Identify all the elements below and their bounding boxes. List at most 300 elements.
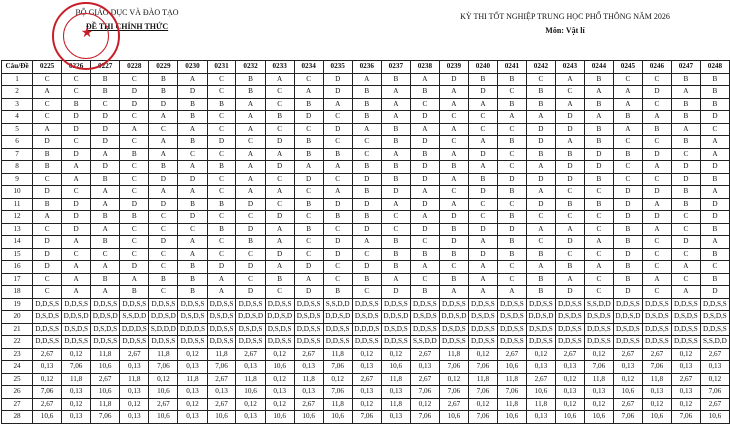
- exam-code-header: 0231: [207, 61, 236, 74]
- answer-cell: C: [294, 186, 323, 199]
- question-number: 9: [2, 173, 33, 186]
- table-row: [2, 273, 730, 286]
- exam-code-header: 0245: [613, 61, 642, 74]
- answer-cell: D,S,D,S: [62, 323, 91, 336]
- answer-cell: B: [149, 161, 178, 174]
- answer-cell: 0,13: [642, 386, 671, 399]
- question-number: 19: [2, 298, 33, 311]
- answer-cell: 11,8: [236, 373, 265, 386]
- answer-cell: 0,13: [178, 361, 207, 374]
- answer-cell: B: [178, 98, 207, 111]
- answer-cell: A: [700, 136, 729, 149]
- exam-code-header: 0227: [91, 61, 120, 74]
- answer-cell: D,S,D,S: [294, 311, 323, 324]
- answer-cell: D: [642, 86, 671, 99]
- answer-cell: A: [178, 248, 207, 261]
- answer-cell: 0,12: [265, 398, 294, 411]
- answer-cell: B: [410, 248, 439, 261]
- answer-cell: C: [323, 273, 352, 286]
- answer-cell: 2,67: [410, 348, 439, 361]
- answer-cell: 2,67: [555, 348, 584, 361]
- answer-cell: 11,8: [120, 373, 149, 386]
- answer-cell: 10,6: [497, 411, 526, 424]
- answer-cell: C: [207, 111, 236, 124]
- answer-cell: B: [178, 286, 207, 299]
- answer-cell: 0,13: [294, 386, 323, 399]
- answer-cell: C: [613, 173, 642, 186]
- answer-cell: A: [207, 286, 236, 299]
- answer-cell: B: [352, 98, 381, 111]
- answer-cell: D: [671, 173, 700, 186]
- answer-cell: C: [120, 248, 149, 261]
- question-number: 6: [2, 136, 33, 149]
- answer-cell: C: [381, 223, 410, 236]
- answer-cell: 0,13: [207, 386, 236, 399]
- answer-cell: C: [497, 123, 526, 136]
- answer-cell: A: [468, 98, 497, 111]
- answer-cell: C: [352, 148, 381, 161]
- answer-cell: B: [526, 248, 555, 261]
- answer-cell: D: [526, 173, 555, 186]
- answer-cell: B: [91, 86, 120, 99]
- answer-cell: D: [526, 198, 555, 211]
- answer-cell: C: [294, 248, 323, 261]
- answer-cell: C: [207, 173, 236, 186]
- answer-cell: D,D,S,S: [178, 336, 207, 349]
- answer-cell: C: [91, 98, 120, 111]
- answer-cell: D: [91, 111, 120, 124]
- answer-cell: B: [352, 186, 381, 199]
- answer-cell: B: [410, 148, 439, 161]
- answer-cell: A: [91, 223, 120, 236]
- answer-cell: A: [439, 123, 468, 136]
- answer-cell: D,D,S,S: [265, 298, 294, 311]
- answer-cell: B: [33, 148, 62, 161]
- answer-cell: A: [294, 161, 323, 174]
- answer-cell: C: [207, 86, 236, 99]
- answer-cell: 0,12: [700, 373, 729, 386]
- answer-cell: 11,8: [497, 398, 526, 411]
- answer-cell: A: [468, 136, 497, 149]
- answer-cell: D,D,S,S: [642, 298, 671, 311]
- answer-cell: 0,13: [62, 411, 91, 424]
- answer-cell: B: [671, 98, 700, 111]
- answer-cell: D,D,S,S: [613, 298, 642, 311]
- answer-cell: A: [555, 73, 584, 86]
- exam-type-label: ĐỀ THI CHÍNH THỨC: [85, 22, 169, 31]
- exam-code-header: 0226: [62, 61, 91, 74]
- table-row: [2, 98, 730, 111]
- answer-cell: C: [468, 123, 497, 136]
- answer-cell: D: [439, 211, 468, 224]
- answer-cell: B: [671, 73, 700, 86]
- table-row: [2, 336, 730, 349]
- answer-cell: D,D,S,S: [62, 298, 91, 311]
- answer-cell: D,S,D,S: [584, 311, 613, 324]
- answer-cell: D,D,S,S: [555, 336, 584, 349]
- answer-cell: B: [91, 273, 120, 286]
- answer-cell: D,D,S,S: [294, 323, 323, 336]
- answer-cell: D: [410, 198, 439, 211]
- answer-cell: C: [33, 98, 62, 111]
- answer-cell: 10,6: [33, 411, 62, 424]
- answer-cell: D: [323, 86, 352, 99]
- answer-cell: B: [207, 198, 236, 211]
- answer-cell: 10,6: [265, 361, 294, 374]
- answer-cell: D,D,S,S: [149, 336, 178, 349]
- answer-cell: A: [62, 173, 91, 186]
- answer-cell: D: [613, 198, 642, 211]
- answer-cell: 7,06: [468, 411, 497, 424]
- table-row: [2, 148, 730, 161]
- answer-cell: D: [265, 211, 294, 224]
- answer-cell: A: [323, 186, 352, 199]
- answer-cell: B: [323, 286, 352, 299]
- answer-cell: C: [700, 123, 729, 136]
- answer-cell: A: [700, 148, 729, 161]
- answer-cell: D,D,S,S: [265, 336, 294, 349]
- answer-cell: B: [207, 98, 236, 111]
- answer-cell: D: [149, 98, 178, 111]
- answer-cell: B: [439, 223, 468, 236]
- answer-cell: B: [410, 286, 439, 299]
- answer-cell: D,D,S,D: [62, 311, 91, 324]
- answer-cell: A: [671, 286, 700, 299]
- answer-cell: 0,12: [178, 398, 207, 411]
- answer-cell: 0,12: [526, 348, 555, 361]
- answer-cell: C: [33, 173, 62, 186]
- table-row: [2, 236, 730, 249]
- answer-cell: 0,13: [555, 386, 584, 399]
- question-number: 26: [2, 386, 33, 399]
- answer-cell: B: [381, 236, 410, 249]
- answer-cell: 2,67: [236, 348, 265, 361]
- answer-cell: D,D,S,S: [207, 336, 236, 349]
- answer-cell: D: [439, 73, 468, 86]
- answer-cell: C: [671, 248, 700, 261]
- answer-cell: A: [33, 123, 62, 136]
- answer-cell: B: [555, 261, 584, 274]
- answer-cell: D,D,S,S: [642, 336, 671, 349]
- table-row: [2, 198, 730, 211]
- answer-cell: C: [497, 273, 526, 286]
- answer-cell: C: [33, 286, 62, 299]
- answer-cell: D,D,S,S: [555, 298, 584, 311]
- answer-cell: 10,6: [91, 386, 120, 399]
- answer-cell: B: [236, 86, 265, 99]
- answer-cell: D: [62, 198, 91, 211]
- answer-cell: A: [91, 198, 120, 211]
- answer-cell: 7,06: [468, 361, 497, 374]
- answer-cell: D,D,S,S: [468, 336, 497, 349]
- answer-cell: A: [236, 148, 265, 161]
- answer-cell: B: [294, 136, 323, 149]
- answer-cell: B: [584, 73, 613, 86]
- answer-cell: D,D,S,S: [584, 336, 613, 349]
- answer-cell: B: [497, 73, 526, 86]
- answer-cell: 0,12: [468, 398, 497, 411]
- table-row: [2, 348, 730, 361]
- question-number: 11: [2, 198, 33, 211]
- answer-cell: C: [352, 286, 381, 299]
- answer-cell: A: [62, 161, 91, 174]
- answer-cell: 7,06: [613, 411, 642, 424]
- answer-cell: D: [555, 173, 584, 186]
- answer-cell: C: [207, 123, 236, 136]
- answer-cell: A: [149, 136, 178, 149]
- exam-code-header: 0234: [294, 61, 323, 74]
- answer-cell: A: [642, 223, 671, 236]
- ministry-name: BỘ GIÁO DỤC VÀ ĐÀO TẠO: [75, 8, 179, 17]
- answer-cell: D: [381, 286, 410, 299]
- answer-cell: A: [149, 186, 178, 199]
- answer-cell: C: [526, 211, 555, 224]
- answer-cell: 10,6: [584, 411, 613, 424]
- answer-cell: C: [265, 86, 294, 99]
- answer-cell: 10,6: [149, 411, 178, 424]
- answer-cell: A: [91, 286, 120, 299]
- table-row: [2, 248, 730, 261]
- answer-cell: B: [555, 198, 584, 211]
- issuer-block: [42, 6, 212, 34]
- answer-cell: D,D,S,S: [352, 336, 381, 349]
- answer-cell: A: [178, 73, 207, 86]
- answer-cell: 2,67: [613, 348, 642, 361]
- answer-cell: 10,6: [497, 361, 526, 374]
- answer-cell: A: [120, 273, 149, 286]
- answer-cell: D: [352, 223, 381, 236]
- answer-cell: C: [236, 273, 265, 286]
- answer-cell: B: [613, 148, 642, 161]
- answer-cell: A: [62, 273, 91, 286]
- answer-cell: B: [497, 248, 526, 261]
- answer-cell: 7,06: [468, 386, 497, 399]
- table-row: [2, 136, 730, 149]
- answer-cell: A: [381, 273, 410, 286]
- answer-cell: D: [642, 148, 671, 161]
- answer-cell: 2,67: [33, 348, 62, 361]
- answer-cell: A: [352, 236, 381, 249]
- exam-code-header: 0240: [468, 61, 497, 74]
- answer-cell: C: [613, 73, 642, 86]
- answer-cell: D: [410, 161, 439, 174]
- answer-cell: B: [439, 248, 468, 261]
- answer-cell: D,S,D,S: [439, 323, 468, 336]
- answer-cell: A: [613, 123, 642, 136]
- answer-cell: D: [584, 148, 613, 161]
- answer-cell: D: [62, 148, 91, 161]
- question-number: 22: [2, 336, 33, 349]
- answer-cell: D: [265, 248, 294, 261]
- exam-code-header: 0232: [236, 61, 265, 74]
- exam-code-header: 0233: [265, 61, 294, 74]
- exam-title: KỲ THI TỐT NGHIỆP TRUNG HỌC PHỔ THÔNG NĂM 2026: [460, 12, 670, 21]
- question-number: 2: [2, 86, 33, 99]
- table-row: [2, 86, 730, 99]
- answer-cell: A: [468, 286, 497, 299]
- answer-cell: B: [178, 261, 207, 274]
- answer-cell: D: [62, 123, 91, 136]
- answer-cell: D,D,D,S: [120, 323, 149, 336]
- question-number: 20: [2, 311, 33, 324]
- answer-cell: C: [120, 111, 149, 124]
- answer-cell: A: [642, 198, 671, 211]
- answer-cell: 0,12: [178, 348, 207, 361]
- answer-cell: 2,67: [439, 398, 468, 411]
- answer-cell: 0,12: [671, 398, 700, 411]
- answer-cell: D: [120, 86, 149, 99]
- answer-cell: D: [613, 286, 642, 299]
- answer-cell: A: [642, 161, 671, 174]
- answer-cell: A: [584, 111, 613, 124]
- answer-cell: 10,6: [265, 411, 294, 424]
- answer-cell: C: [526, 236, 555, 249]
- answer-cell: A: [671, 261, 700, 274]
- answer-cell: D: [613, 186, 642, 199]
- answer-cell: A: [468, 261, 497, 274]
- answer-cell: D,S,D,S: [91, 323, 120, 336]
- answer-cell: 0,12: [265, 373, 294, 386]
- answer-cell: 0,13: [120, 386, 149, 399]
- answer-cell: C: [236, 211, 265, 224]
- answer-cell: D,D,S,S: [91, 336, 120, 349]
- document-header: [0, 0, 730, 52]
- exam-code-header: 0243: [555, 61, 584, 74]
- question-number: 18: [2, 286, 33, 299]
- exam-code-header: 0244: [584, 61, 613, 74]
- answer-cell: 10,6: [555, 411, 584, 424]
- answer-cell: 2,67: [410, 373, 439, 386]
- answer-cell: C: [700, 261, 729, 274]
- answer-cell: D: [526, 136, 555, 149]
- answer-cell: D: [236, 198, 265, 211]
- answer-cell: D: [468, 186, 497, 199]
- answer-cell: D,D,S,S: [497, 323, 526, 336]
- answer-cell: C: [91, 248, 120, 261]
- exam-code-header: 0247: [671, 61, 700, 74]
- answer-cell: B: [671, 111, 700, 124]
- table-row: [2, 298, 730, 311]
- answer-cell: D: [613, 248, 642, 261]
- table-row: [2, 211, 730, 224]
- answer-cell: C: [613, 136, 642, 149]
- answer-cell: C: [120, 136, 149, 149]
- answer-cell: D: [700, 211, 729, 224]
- answer-cell: D: [236, 223, 265, 236]
- table-row: [2, 111, 730, 124]
- answer-cell: D: [555, 161, 584, 174]
- answer-cell: C: [62, 73, 91, 86]
- answer-cell: A: [439, 198, 468, 211]
- answer-cell: 10,6: [236, 386, 265, 399]
- answer-cell: 7,06: [149, 361, 178, 374]
- answer-cell: C: [62, 86, 91, 99]
- answer-cell: B: [642, 123, 671, 136]
- answer-cell: D: [91, 123, 120, 136]
- table-row: [2, 173, 730, 186]
- answer-cell: 2,67: [700, 348, 729, 361]
- answer-cell: B: [352, 273, 381, 286]
- answer-cell: 0,13: [381, 386, 410, 399]
- answer-cell: D,S,D,S: [497, 311, 526, 324]
- answer-cell: B: [323, 211, 352, 224]
- table-row: [2, 311, 730, 324]
- answer-cell: A: [236, 111, 265, 124]
- answer-cell: 0,12: [33, 373, 62, 386]
- question-number: 7: [2, 148, 33, 161]
- answer-cell: 0,13: [236, 411, 265, 424]
- answer-cell: 0,12: [468, 348, 497, 361]
- answer-cell: A: [178, 186, 207, 199]
- answer-cell: C: [468, 111, 497, 124]
- answer-cell: C: [294, 123, 323, 136]
- answer-cell: C: [265, 173, 294, 186]
- answer-cell: C: [642, 286, 671, 299]
- answer-cell: D,D,S,S: [468, 323, 497, 336]
- answer-cell: S,D,D,D: [149, 323, 178, 336]
- answer-cell: C: [555, 211, 584, 224]
- answer-cell: D,S,D,S: [265, 323, 294, 336]
- answer-cell: C: [33, 111, 62, 124]
- answer-cell: 2,67: [33, 398, 62, 411]
- answer-cell: C: [149, 211, 178, 224]
- answer-cell: D: [294, 286, 323, 299]
- answer-cell: 0,12: [323, 373, 352, 386]
- answer-cell: D,S,D,S: [352, 311, 381, 324]
- answer-cell: C: [178, 148, 207, 161]
- answer-cell: 0,13: [178, 386, 207, 399]
- answer-cell: D,D,S,S: [439, 336, 468, 349]
- answer-cell: B: [700, 273, 729, 286]
- answer-cell: D,D,S,S: [33, 298, 62, 311]
- answer-cell: A: [265, 261, 294, 274]
- answer-cell: A: [700, 236, 729, 249]
- answer-cell: C: [584, 248, 613, 261]
- answer-cell: C: [149, 248, 178, 261]
- answer-cell: 2,67: [526, 373, 555, 386]
- answer-cell: C: [584, 273, 613, 286]
- answer-cell: A: [91, 186, 120, 199]
- answer-cell: 10,6: [294, 411, 323, 424]
- answer-cell: D: [120, 98, 149, 111]
- answer-cell: D,S,D,S: [410, 311, 439, 324]
- answer-cell: C: [671, 211, 700, 224]
- answer-cell: C: [149, 123, 178, 136]
- answer-cell: 0,13: [700, 361, 729, 374]
- answer-cell: C: [207, 248, 236, 261]
- answer-cell: C: [439, 186, 468, 199]
- answer-cell: B: [613, 223, 642, 236]
- answer-cell: B: [700, 223, 729, 236]
- answer-cell: A: [381, 198, 410, 211]
- answer-cell: C: [265, 286, 294, 299]
- answer-cell: D: [410, 136, 439, 149]
- table-row: [2, 398, 730, 411]
- answer-cell: 0,12: [265, 348, 294, 361]
- answer-cell: B: [497, 186, 526, 199]
- answer-cell: B: [352, 161, 381, 174]
- answer-cell: B: [120, 286, 149, 299]
- answer-cell: A: [642, 273, 671, 286]
- answer-cell: C: [642, 173, 671, 186]
- answer-cell: A: [410, 211, 439, 224]
- answer-cell: A: [439, 148, 468, 161]
- answer-cell: 0,12: [62, 398, 91, 411]
- answer-cell: C: [294, 211, 323, 224]
- answer-cell: 11,8: [91, 348, 120, 361]
- answer-cell: 11,8: [91, 398, 120, 411]
- answer-cell: B: [700, 98, 729, 111]
